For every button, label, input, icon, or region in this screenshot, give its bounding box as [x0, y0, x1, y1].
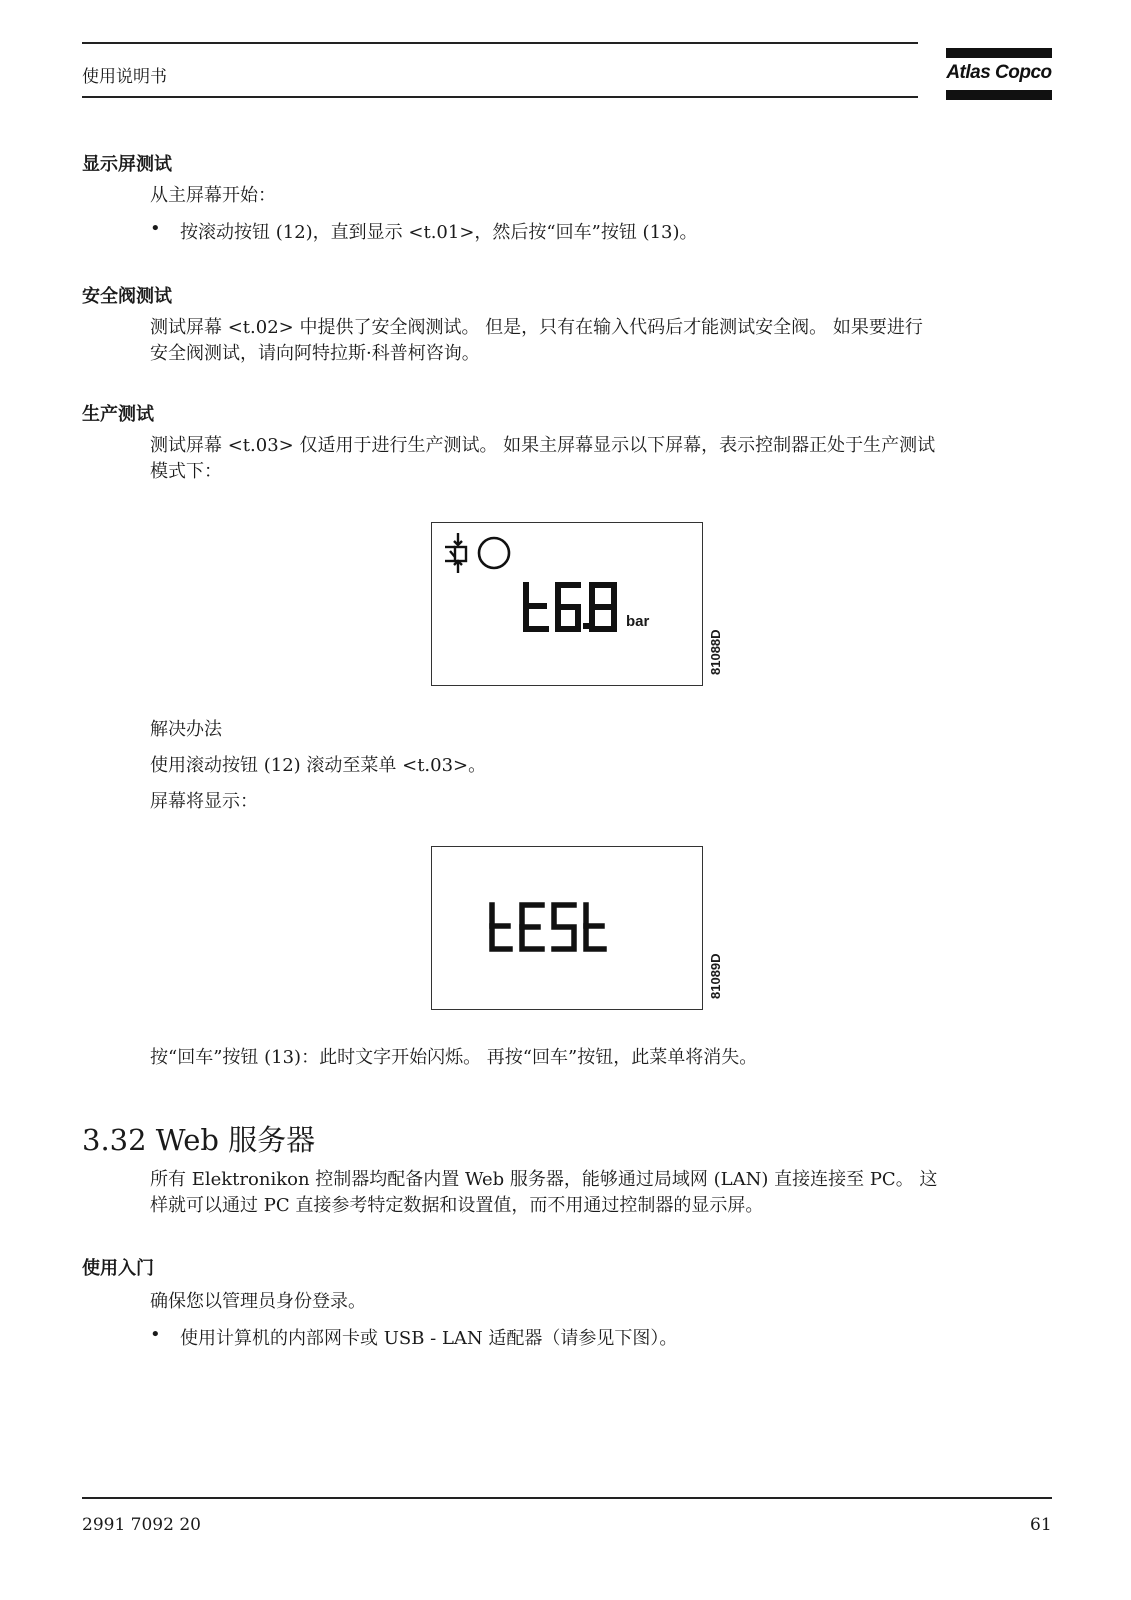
getting-started-bullet-text: 使用计算机的内部网卡或 USB - LAN 适配器（请参见下图）。	[180, 1328, 678, 1349]
header-bottom-rule	[82, 96, 918, 98]
production-test-heading: 生产测试	[82, 404, 154, 425]
safety-valve-heading: 安全阀测试	[82, 286, 172, 307]
display-test-bullet-text: 按滚动按钮 (12)，直到显示 <t.01>，然后按“回车”按钮 (13)。	[180, 222, 698, 243]
web-server-line-2: 样就可以通过 PC 直接参考特定数据和设置值，而不用通过控制器的显示屏。	[150, 1195, 764, 1216]
bullet-dot: •	[150, 218, 161, 239]
logo-text: Atlas Copco	[946, 62, 1052, 83]
lcd-reading-t6-8	[520, 579, 620, 635]
display-test-intro: 从主屏幕开始：	[150, 185, 276, 206]
footer-rule	[82, 1497, 1052, 1499]
solution-label: 解决办法	[150, 719, 222, 740]
web-server-line-1: 所有 Elektronikon 控制器均配备内置 Web 服务器，能够通过局域网 (LAN) 直接连接至 PC。 这	[150, 1169, 938, 1190]
safety-valve-line-2: 安全阀测试，请向阿特拉斯·科普柯咨询。	[150, 343, 480, 364]
getting-started-heading: 使用入门	[82, 1258, 154, 1279]
figure-code: 81088D	[708, 629, 723, 675]
lcd-figure-test-menu	[431, 846, 723, 1010]
web-server-heading: 3.32 Web 服务器	[82, 1123, 316, 1157]
screen-shows-text: 屏幕将显示：	[150, 791, 258, 812]
production-test-line-1: 测试屏幕 <t.03> 仅适用于进行生产测试。 如果主屏幕显示以下屏幕，表示控制器正处于生产测试	[150, 435, 936, 456]
bullet-dot: •	[150, 1324, 161, 1345]
header-top-rule	[82, 42, 918, 44]
lcd-reading-test	[486, 899, 610, 955]
lcd-unit-label: bar	[626, 613, 650, 630]
status-circle-icon	[476, 535, 512, 571]
footer-page-number: 61	[1030, 1515, 1052, 1535]
display-test-bullet	[150, 218, 1030, 245]
display-test-heading: 显示屏测试	[82, 154, 172, 175]
solution-text: 使用滚动按钮 (12) 滚动至菜单 <t.03>。	[150, 755, 487, 776]
safety-valve-line-1: 测试屏幕 <t.02> 中提供了安全阀测试。 但是，只有在输入代码后才能测试安全阀。 如果要进行	[150, 317, 923, 338]
lcd-figure-production-mode	[431, 522, 723, 686]
production-test-line-2: 模式下：	[150, 461, 222, 482]
compressor-load-icon	[442, 531, 474, 575]
footer-doc-number: 2991 7092 20	[82, 1515, 201, 1535]
getting-started-intro: 确保您以管理员身份登录。	[150, 1291, 366, 1312]
enter-button-text: 按“回车”按钮 (13)：此时文字开始闪烁。 再按“回车”按钮，此菜单将消失。	[150, 1047, 758, 1068]
atlas-copco-logo	[946, 48, 1052, 100]
getting-started-bullet	[150, 1324, 1030, 1351]
figure-code: 81089D	[708, 953, 723, 999]
header-title: 使用说明书	[82, 67, 167, 87]
